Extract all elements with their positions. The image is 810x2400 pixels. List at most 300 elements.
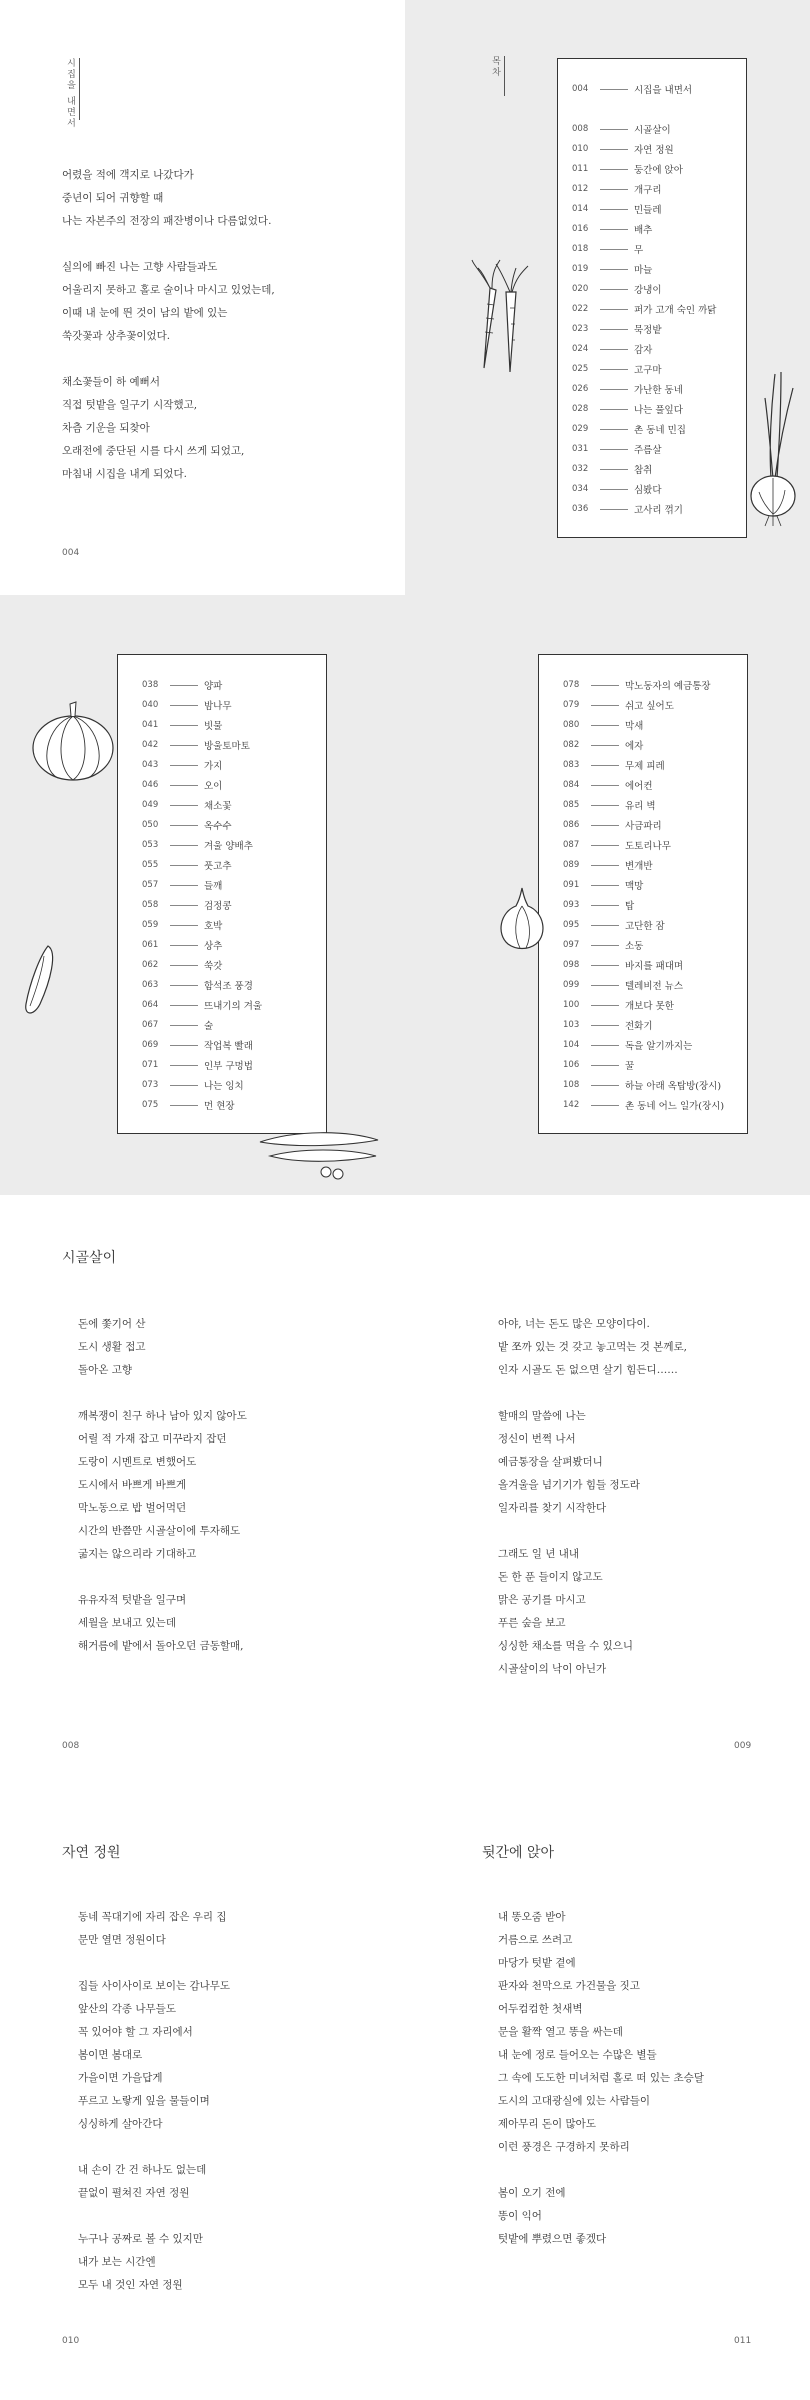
poem-line: 싱싱한 채소를 먹을 수 있으니 bbox=[498, 1640, 634, 1652]
toc-leader-line bbox=[591, 685, 619, 686]
peapod-illustration bbox=[256, 1122, 386, 1182]
toc-page-number: 075 bbox=[142, 1100, 159, 1110]
toc-page-number: 049 bbox=[142, 800, 159, 810]
toc-page-number: 097 bbox=[563, 940, 580, 950]
toc-leader-line bbox=[170, 705, 198, 706]
toc-entry bbox=[142, 995, 326, 1015]
toc-entry-title: 꿀 bbox=[625, 1061, 635, 1072]
toc-entry bbox=[572, 279, 746, 299]
toc-entry bbox=[563, 1095, 747, 1115]
toc-entry bbox=[563, 675, 747, 695]
toc-entry bbox=[563, 1015, 747, 1035]
pumpkin-illustration bbox=[28, 698, 118, 788]
toc-entry-title: 술 bbox=[204, 1021, 214, 1032]
toc-page-number: 020 bbox=[572, 284, 589, 294]
toc-leader-line bbox=[600, 449, 628, 450]
toc-leader-line bbox=[170, 745, 198, 746]
toc-page-number: 050 bbox=[142, 820, 159, 830]
toc-entry bbox=[572, 139, 746, 159]
toc-page-number: 073 bbox=[142, 1080, 159, 1090]
toc-entry-title: 나는 잉치 bbox=[204, 1081, 244, 1092]
toc-entry bbox=[572, 179, 746, 199]
toc-entry-title: 시골살이 bbox=[634, 125, 671, 136]
toc-page-number: 028 bbox=[572, 404, 589, 414]
toc-entry-title: 탑 bbox=[625, 901, 635, 912]
toc-leader-line bbox=[170, 785, 198, 786]
poem-line: 그래도 일 년 내내 bbox=[498, 1548, 580, 1560]
toc-entry bbox=[563, 875, 747, 895]
toc-page-number: 014 bbox=[572, 204, 589, 214]
poem-line: 올겨울을 넘기기가 힘들 정도라 bbox=[498, 1479, 640, 1491]
toc-entry-title: 민들레 bbox=[634, 205, 662, 216]
poem-line: 내 똥오줌 받아 bbox=[498, 1911, 566, 1923]
poem-line: 나는 자본주의 전장의 패잔병이나 다름없었다. bbox=[62, 215, 272, 227]
toc-entry bbox=[572, 419, 746, 439]
toc-leader-line bbox=[600, 329, 628, 330]
toc-leader-line bbox=[591, 1045, 619, 1046]
toc-entry bbox=[563, 695, 747, 715]
toc-entry bbox=[572, 119, 746, 139]
poem-line: 어두컴컴한 첫새벽 bbox=[498, 2003, 583, 2015]
intro-page bbox=[0, 0, 405, 595]
toc-list bbox=[539, 655, 747, 1115]
toc-entry-title: 고단한 잠 bbox=[625, 921, 665, 932]
toc-entry-title: 마늘 bbox=[634, 265, 653, 276]
toc-page-number: 103 bbox=[563, 1020, 580, 1030]
toc-leader-line bbox=[600, 129, 628, 130]
toc-page-number: 071 bbox=[142, 1060, 159, 1070]
poem-line: 도랑이 시멘트로 변했어도 bbox=[78, 1456, 197, 1468]
toc-entry bbox=[572, 439, 746, 459]
toc-leader-line bbox=[600, 249, 628, 250]
toc-entry bbox=[142, 1015, 326, 1035]
poem-left bbox=[78, 1313, 247, 1658]
toc-list bbox=[118, 655, 326, 1115]
toc-leader-line bbox=[170, 1085, 198, 1086]
toc-entry-title: 참취 bbox=[634, 465, 653, 476]
toc-leader-line bbox=[170, 925, 198, 926]
poem-line: 일자리를 찾기 시작한다 bbox=[498, 1502, 607, 1514]
toc-leader-line bbox=[591, 825, 619, 826]
toc-list bbox=[558, 59, 746, 519]
poem-line: 어렸을 적에 객지로 나갔다가 bbox=[62, 169, 194, 181]
poem-line: 봄이 오기 전에 bbox=[498, 2187, 566, 2199]
toc-page-number: 025 bbox=[572, 364, 589, 374]
toc-page-number: 016 bbox=[572, 224, 589, 234]
toc-page-number: 080 bbox=[563, 720, 580, 730]
toc-leader-line bbox=[591, 905, 619, 906]
toc-leader-line bbox=[591, 1085, 619, 1086]
toc-entry-title: 개보다 못한 bbox=[625, 1001, 674, 1012]
toc-entry-title: 변개반 bbox=[625, 861, 653, 872]
carrot-illustration bbox=[470, 258, 540, 378]
toc-entry-title: 먼 현장 bbox=[204, 1101, 235, 1112]
toc-entry bbox=[572, 359, 746, 379]
toc-entry bbox=[563, 1035, 747, 1055]
toc-page-number: 046 bbox=[142, 780, 159, 790]
toc-entry bbox=[563, 915, 747, 935]
toc-entry-title: 작업복 빨래 bbox=[204, 1041, 253, 1052]
toc-leader-line bbox=[591, 865, 619, 866]
toc-entry-title: 막노동자의 예금통장 bbox=[625, 681, 711, 692]
toc-page-number: 093 bbox=[563, 900, 580, 910]
toc-entry-title: 가지 bbox=[204, 761, 223, 772]
toc-page-number: 008 bbox=[572, 124, 589, 134]
intro-title-rule bbox=[79, 58, 80, 120]
toc-entry bbox=[142, 1075, 326, 1095]
poem-right bbox=[498, 1313, 687, 1681]
toc-page-number: 038 bbox=[142, 680, 159, 690]
toc-leader-line bbox=[600, 289, 628, 290]
toc-entry-title: 사금파리 bbox=[625, 821, 662, 832]
toc-entry bbox=[142, 815, 326, 835]
toc-entry-title: 방울토마토 bbox=[204, 741, 250, 752]
toc-page-number: 062 bbox=[142, 960, 159, 970]
toc-entry-title: 쉬고 싶어도 bbox=[625, 701, 674, 712]
toc-page-number: 043 bbox=[142, 760, 159, 770]
toc-leader-line bbox=[170, 805, 198, 806]
toc-entry-title: 함석조 풍경 bbox=[204, 981, 253, 992]
toc-leader-line bbox=[591, 785, 619, 786]
toc-page-number: 108 bbox=[563, 1080, 580, 1090]
toc-entry-title: 막새 bbox=[625, 721, 644, 732]
toc-entry-title: 자연 정원 bbox=[634, 145, 674, 156]
poem-line: 거름으로 쓰려고 bbox=[498, 1934, 573, 1946]
poem-line: 인자 시골도 돈 없으면 살기 힘든디…… bbox=[498, 1364, 678, 1376]
toc-entry-title: 심봤다 bbox=[634, 485, 662, 496]
toc-leader-line bbox=[600, 429, 628, 430]
toc-entry bbox=[563, 955, 747, 975]
toc-leader-line bbox=[170, 1005, 198, 1006]
toc-page-number: 067 bbox=[142, 1020, 159, 1030]
toc-entry-title: 독을 알기까지는 bbox=[625, 1041, 693, 1052]
toc-leader-line bbox=[600, 89, 628, 90]
poem-line: 유유자적 텃밭을 일구며 bbox=[78, 1594, 187, 1606]
toc-entry bbox=[142, 835, 326, 855]
toc-leader-line bbox=[600, 349, 628, 350]
toc-entry-title: 겨울 양배추 bbox=[204, 841, 253, 852]
poem-line: 텃밭에 뿌렸으면 좋겠다 bbox=[498, 2233, 607, 2245]
toc-entry-title: 하늘 아래 옥탑방(장시) bbox=[625, 1081, 722, 1092]
toc-leader-line bbox=[600, 309, 628, 310]
toc-page-number: 086 bbox=[563, 820, 580, 830]
toc-page-number: 023 bbox=[572, 324, 589, 334]
garlic-illustration bbox=[492, 884, 552, 954]
toc-entry bbox=[572, 299, 746, 319]
toc-page-number: 063 bbox=[142, 980, 159, 990]
poem-line: 봄이면 봄대로 bbox=[78, 2049, 143, 2061]
poem-line: 어울리지 못하고 홀로 술이나 마시고 있었는데, bbox=[62, 284, 275, 296]
toc-leader-line bbox=[170, 1025, 198, 1026]
poem-line: 도시에서 바쁘게 바쁘게 bbox=[78, 1479, 187, 1491]
toc-leader-line bbox=[591, 765, 619, 766]
page-number: 004 bbox=[62, 548, 80, 558]
toc-entry bbox=[572, 459, 746, 479]
poem-line: 할매의 말씀에 나는 bbox=[498, 1410, 586, 1422]
toc-leader-line bbox=[591, 805, 619, 806]
toc-entry bbox=[572, 479, 746, 499]
toc-entry-title: 가난한 동네 bbox=[634, 385, 683, 396]
poem-line: 시간의 반쯤만 시골살이에 투자해도 bbox=[78, 1525, 241, 1537]
toc-entry-title: 촌 동네 민집 bbox=[634, 425, 686, 436]
toc-leader-line bbox=[600, 389, 628, 390]
toc-entry bbox=[142, 1095, 326, 1115]
toc-page-number: 089 bbox=[563, 860, 580, 870]
poem-line: 내 눈에 정로 들어오는 수많은 별들 bbox=[498, 2049, 657, 2061]
toc-leader-line bbox=[591, 1025, 619, 1026]
toc-entry-title: 주름살 bbox=[634, 445, 662, 456]
poem-line: 동네 꼭대기에 자리 잡은 우리 집 bbox=[78, 1911, 227, 1923]
toc-page-number: 024 bbox=[572, 344, 589, 354]
toc-page-number: 036 bbox=[572, 504, 589, 514]
poem-line: 직접 텃밭을 일구기 시작했고, bbox=[62, 399, 198, 411]
toc-entry bbox=[142, 795, 326, 815]
toc-leader-line bbox=[591, 925, 619, 926]
toc-page-number: 142 bbox=[563, 1100, 580, 1110]
toc-page-number: 010 bbox=[572, 144, 589, 154]
toc-page-number: 032 bbox=[572, 464, 589, 474]
toc-entry-title: 도토리나무 bbox=[625, 841, 671, 852]
poem-line: 푸른 숲을 보고 bbox=[498, 1617, 566, 1629]
toc-entry bbox=[142, 755, 326, 775]
toc-entry bbox=[563, 795, 747, 815]
toc-page-number: 040 bbox=[142, 700, 159, 710]
toc-entry bbox=[563, 835, 747, 855]
toc-entry bbox=[563, 735, 747, 755]
toc-entry bbox=[142, 895, 326, 915]
toc-entry bbox=[572, 499, 746, 519]
toc-leader-line bbox=[600, 469, 628, 470]
toc-entry-title: 촌 동네 어느 일가(장시) bbox=[625, 1101, 725, 1112]
toc-page-number: 041 bbox=[142, 720, 159, 730]
toc-entry-title: 나는 풀잎다 bbox=[634, 405, 683, 416]
poem-title: 뒷간에 앉아 bbox=[482, 1845, 555, 1861]
toc-page-number: 018 bbox=[572, 244, 589, 254]
poem-line: 어릴 적 가재 잡고 미꾸라지 잡던 bbox=[78, 1433, 227, 1445]
toc-page-number: 100 bbox=[563, 1000, 580, 1010]
toc-leader-line bbox=[591, 985, 619, 986]
poem-line: 판자와 천막으로 가건물을 짓고 bbox=[498, 1980, 640, 1992]
poem-line: 모두 내 것인 자연 정원 bbox=[78, 2279, 183, 2291]
toc-page-number: 106 bbox=[563, 1060, 580, 1070]
toc-page-number: 083 bbox=[563, 760, 580, 770]
toc-entry-title: 퍼가 고개 숙인 까닭 bbox=[634, 305, 717, 316]
poem-line: 세월을 보내고 있는데 bbox=[78, 1617, 176, 1629]
poem-line: 돈에 쫓기어 산 bbox=[78, 1318, 146, 1330]
toc-leader-line bbox=[600, 229, 628, 230]
toc-entry-title: 에어컨 bbox=[625, 781, 653, 792]
toc-entry bbox=[563, 815, 747, 835]
toc-entry bbox=[142, 1035, 326, 1055]
toc-entry bbox=[563, 975, 747, 995]
poem-line: 문만 열면 정원이다 bbox=[78, 1934, 166, 1946]
toc-entry-title: 뜨내기의 겨울 bbox=[204, 1001, 263, 1012]
toc-entry bbox=[572, 259, 746, 279]
band-spread-2 bbox=[0, 1760, 810, 2400]
toc-entry-title: 상추 bbox=[204, 941, 223, 952]
intro-vertical-title: 시집을 내면서 bbox=[65, 58, 75, 129]
toc-entry-title: 강냉이 bbox=[634, 285, 662, 296]
toc-page-number: 026 bbox=[572, 384, 589, 394]
toc-entry-title: 유리 벽 bbox=[625, 801, 656, 812]
toc-page-number: 022 bbox=[572, 304, 589, 314]
toc-leader-line bbox=[591, 725, 619, 726]
band-intro-toc bbox=[0, 0, 810, 600]
poem-title: 자연 정원 bbox=[62, 1845, 121, 1861]
toc-leader-line bbox=[600, 209, 628, 210]
toc-leader-line bbox=[170, 1045, 198, 1046]
toc-page-number: 004 bbox=[572, 84, 589, 94]
toc-entry bbox=[142, 775, 326, 795]
toc-page-number: 095 bbox=[563, 920, 580, 930]
toc-leader-line bbox=[591, 1065, 619, 1066]
poem-line: 싱싱하게 살아간다 bbox=[78, 2118, 163, 2130]
toc-entry bbox=[572, 319, 746, 339]
toc-entry bbox=[563, 775, 747, 795]
toc-entry-title: 쑥갓 bbox=[204, 961, 223, 972]
toc-entry bbox=[572, 159, 746, 179]
toc-leader-line bbox=[170, 845, 198, 846]
toc-page-number: 058 bbox=[142, 900, 159, 910]
toc-leader-line bbox=[170, 885, 198, 886]
toc-entry-title: 감자 bbox=[634, 345, 653, 356]
toc-page-number: 084 bbox=[563, 780, 580, 790]
toc-leader-line bbox=[600, 169, 628, 170]
toc-leader-line bbox=[591, 705, 619, 706]
toc-vertical-title: 목차 bbox=[490, 56, 500, 78]
toc-entry bbox=[563, 1075, 747, 1095]
toc-page-number: 078 bbox=[563, 680, 580, 690]
toc-page-number: 012 bbox=[572, 184, 589, 194]
poem-line: 깨복쟁이 친구 하나 남아 있지 않아도 bbox=[78, 1410, 247, 1422]
toc-leader-line bbox=[600, 509, 628, 510]
toc-page-number: 099 bbox=[563, 980, 580, 990]
toc-entry bbox=[563, 995, 747, 1015]
poem-line: 푸르고 노랗게 잎을 물들이며 bbox=[78, 2095, 210, 2107]
toc-leader-line bbox=[170, 965, 198, 966]
poem-line: 가을이면 가을답게 bbox=[78, 2072, 163, 2084]
toc-entry bbox=[142, 955, 326, 975]
page-number: 008 bbox=[62, 1741, 80, 1751]
toc-entry-title: 무 bbox=[634, 245, 644, 256]
poem-line: 쑥갓꽃과 상추꽃이었다. bbox=[62, 330, 171, 342]
toc-page-number: 029 bbox=[572, 424, 589, 434]
toc-leader-line bbox=[591, 965, 619, 966]
toc-leader-line bbox=[600, 489, 628, 490]
toc-page-number: 104 bbox=[563, 1040, 580, 1050]
band-toc-cols bbox=[0, 600, 810, 1195]
toc-leader-line bbox=[591, 845, 619, 846]
toc-page-number: 034 bbox=[572, 484, 589, 494]
toc-box-2 bbox=[117, 654, 327, 1134]
toc-entry bbox=[142, 1055, 326, 1075]
toc-page-number: 059 bbox=[142, 920, 159, 930]
toc-leader-line bbox=[170, 905, 198, 906]
toc-entry-title: 에자 bbox=[625, 741, 644, 752]
toc-leader-line bbox=[600, 409, 628, 410]
toc-entry bbox=[563, 1055, 747, 1075]
toc-leader-line bbox=[600, 369, 628, 370]
toc-entry-title: 소동 bbox=[625, 941, 644, 952]
toc-entry bbox=[142, 715, 326, 735]
toc-entry bbox=[572, 219, 746, 239]
toc-entry bbox=[572, 339, 746, 359]
toc-page-number: 064 bbox=[142, 1000, 159, 1010]
poem-line: 그 속에 도도한 미녀처럼 홀로 떠 있는 초승달 bbox=[498, 2072, 704, 2084]
toc-entry bbox=[563, 895, 747, 915]
poem-line: 마침내 시집을 내게 되었다. bbox=[62, 468, 187, 480]
toc-leader-line bbox=[170, 1105, 198, 1106]
toc-leader-line bbox=[591, 745, 619, 746]
toc-page-number: 011 bbox=[572, 164, 589, 174]
toc-entry bbox=[563, 935, 747, 955]
toc-entry bbox=[563, 755, 747, 775]
poem-line: 밭 쪼까 있는 것 갖고 놓고먹는 것 본께로, bbox=[498, 1341, 687, 1353]
poem-right bbox=[498, 1906, 704, 2251]
toc-leader-line bbox=[591, 1005, 619, 1006]
poem-line: 문을 활짝 열고 똥을 싸는데 bbox=[498, 2026, 623, 2038]
poem-line: 채소꽃들이 하 예뻐서 bbox=[62, 376, 160, 388]
band-spread-1 bbox=[0, 1195, 810, 1760]
toc-entry bbox=[142, 935, 326, 955]
toc-leader-line bbox=[170, 865, 198, 866]
poem-line: 마당가 텃밭 곁에 bbox=[498, 1957, 576, 1969]
toc-leader-line bbox=[591, 1105, 619, 1106]
toc-entry bbox=[572, 239, 746, 259]
poem-line: 내 손이 간 건 하나도 없는데 bbox=[78, 2164, 207, 2176]
toc-leader-line bbox=[170, 685, 198, 686]
poem-left bbox=[78, 1906, 230, 2297]
toc-leader-line bbox=[170, 945, 198, 946]
toc-page-number: 042 bbox=[142, 740, 159, 750]
poem-line: 누구나 공짜로 볼 수 있지만 bbox=[78, 2233, 203, 2245]
toc-entry-title: 개구리 bbox=[634, 185, 662, 196]
toc-entry-title: 배추 bbox=[634, 225, 653, 236]
toc-entry bbox=[572, 99, 746, 119]
poem-line: 시골살이의 낙이 아닌가 bbox=[498, 1663, 607, 1675]
toc-entry bbox=[572, 79, 746, 99]
poem-line: 돌아온 고향 bbox=[78, 1364, 133, 1376]
toc-entry-title: 전화기 bbox=[625, 1021, 653, 1032]
zucchini-illustration bbox=[20, 942, 60, 1022]
poem-line: 막노동으로 밥 벌어먹던 bbox=[78, 1502, 187, 1514]
poem-line: 차츰 기운을 되찾아 bbox=[62, 422, 150, 434]
toc-leader-line bbox=[170, 825, 198, 826]
toc-entry-title: 바지를 패대며 bbox=[625, 961, 684, 972]
toc-page-number: 053 bbox=[142, 840, 159, 850]
toc-entry bbox=[142, 875, 326, 895]
toc-entry bbox=[572, 379, 746, 399]
toc-page-number: 031 bbox=[572, 444, 589, 454]
toc-entry bbox=[563, 715, 747, 735]
poem-line: 실의에 빠진 나는 고향 사람들과도 bbox=[62, 261, 218, 273]
toc-entry-title: 무제 피레 bbox=[625, 761, 665, 772]
poem-line: 맑은 공기를 마시고 bbox=[498, 1594, 586, 1606]
toc-entry-title: 빗물 bbox=[204, 721, 223, 732]
poem-line: 꼭 있어야 할 그 자리에서 bbox=[78, 2026, 193, 2038]
poem-line: 도시 생활 접고 bbox=[78, 1341, 146, 1353]
toc-page-number: 082 bbox=[563, 740, 580, 750]
toc-page-number: 079 bbox=[563, 700, 580, 710]
toc-entry bbox=[563, 855, 747, 875]
toc-entry-title: 검정콩 bbox=[204, 901, 232, 912]
toc-entry bbox=[572, 399, 746, 419]
toc-entry-title: 텔레비전 뉴스 bbox=[625, 981, 684, 992]
toc-leader-line bbox=[591, 945, 619, 946]
poem-line: 똥이 익어 bbox=[498, 2210, 542, 2222]
toc-leader-line bbox=[170, 985, 198, 986]
poem-line: 끝없이 펼쳐진 자연 정원 bbox=[78, 2187, 190, 2199]
